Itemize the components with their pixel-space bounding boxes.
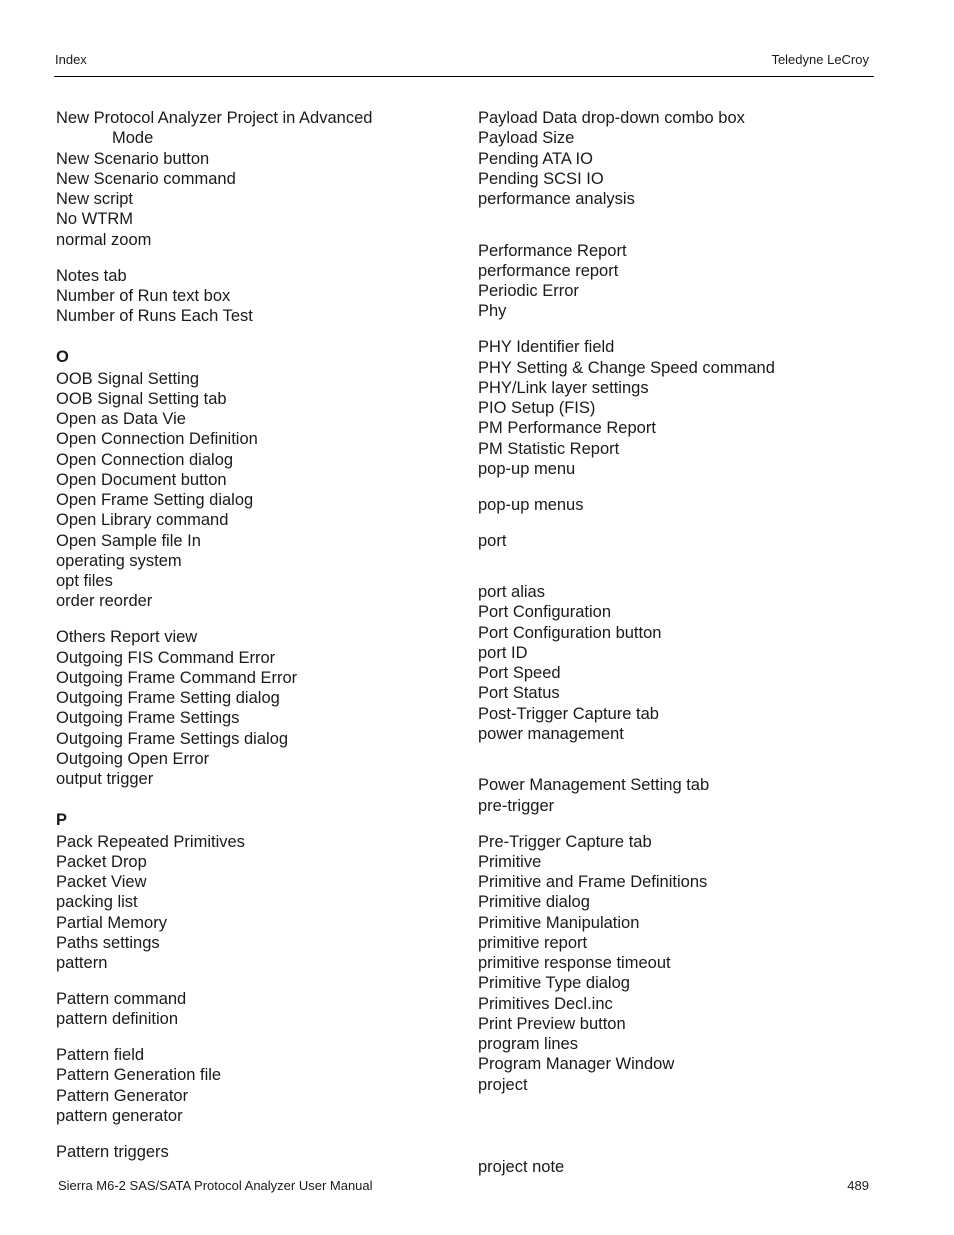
- index-entry: pop-up menu: [478, 460, 576, 478]
- index-entry: operating system: [56, 552, 182, 570]
- index-entry: PHY Identifier field: [478, 338, 615, 356]
- index-entry: Open as Data Vie: [56, 410, 186, 428]
- index-entry: Paths settings: [56, 934, 160, 952]
- index-entry: Performance Report: [478, 242, 627, 260]
- index-entry: port ID: [478, 644, 528, 662]
- index-entry: Number of Runs Each Test: [56, 307, 253, 325]
- index-entry: Port Status: [478, 684, 560, 702]
- index-entry: Packet View: [56, 873, 147, 891]
- index-entry: Packet Drop: [56, 853, 147, 871]
- index-entry: packing list: [56, 893, 138, 911]
- index-entry: Primitive dialog: [478, 893, 590, 911]
- footer-manual-title: Sierra M6-2 SAS/SATA Protocol Analyzer User Manual: [58, 1178, 373, 1193]
- header-company-name: Teledyne LeCroy: [771, 52, 869, 67]
- index-entry: Open Document button: [56, 471, 227, 489]
- index-entry: New Protocol Analyzer Project in Advanced: [56, 109, 373, 127]
- index-entry: Outgoing Frame Setting dialog: [56, 689, 280, 707]
- index-entry: Pattern Generation file: [56, 1066, 222, 1084]
- index-entry: Pre-Trigger Capture tab: [478, 833, 652, 851]
- index-entry: project: [478, 1076, 528, 1094]
- index-entry: New script: [56, 190, 134, 208]
- index-entry: Open Frame Setting dialog: [56, 491, 254, 509]
- index-entry: Print Preview button: [478, 1015, 626, 1033]
- index-entry: Open Connection Definition: [56, 430, 258, 448]
- index-entry: Port Speed: [478, 664, 561, 682]
- index-letter-heading: P: [56, 811, 68, 829]
- index-entry: pattern generator: [56, 1107, 183, 1125]
- index-entry: Primitive: [478, 853, 542, 871]
- index-entry: order reorder: [56, 592, 153, 610]
- index-entry: performance analysis: [478, 190, 635, 208]
- index-entry: pattern: [56, 954, 108, 972]
- index-entry: PM Statistic Report: [478, 440, 620, 458]
- index-entry: normal zoom: [56, 231, 152, 249]
- index-entry: Primitive and Frame Definitions: [478, 873, 708, 891]
- index-entry: Open Library command: [56, 511, 229, 529]
- index-entry: Pattern command: [56, 990, 187, 1008]
- index-entry: PIO Setup (FIS): [478, 399, 596, 417]
- index-entry: PM Performance Report: [478, 419, 656, 437]
- index-entry: Port Configuration button: [478, 624, 662, 642]
- index-entry: port: [478, 532, 507, 550]
- index-entry: Outgoing FIS Command Error: [56, 649, 276, 667]
- index-entry: Primitive Type dialog: [478, 974, 630, 992]
- index-entry: primitive response timeout: [478, 954, 671, 972]
- index-entry: Program Manager Window: [478, 1055, 675, 1073]
- index-entry: pattern definition: [56, 1010, 179, 1028]
- index-entry: project note: [478, 1158, 565, 1176]
- index-entry: No WTRM: [56, 210, 133, 228]
- index-entry: Outgoing Frame Command Error: [56, 669, 298, 687]
- index-entry: Others Report view: [56, 628, 198, 646]
- index-entry: Pattern triggers: [56, 1143, 169, 1161]
- index-entry: Primitive Manipulation: [478, 914, 640, 932]
- index-entry: output trigger: [56, 770, 154, 788]
- index-entry: OOB Signal Setting tab: [56, 390, 227, 408]
- index-entry: Open Connection dialog: [56, 451, 234, 469]
- index-entry: Number of Run text box: [56, 287, 231, 305]
- index-entry: Pending SCSI IO: [478, 170, 604, 188]
- index-entry: Power Management Setting tab: [478, 776, 710, 794]
- footer-page-number: 489: [847, 1178, 869, 1193]
- header-section-label: Index: [55, 52, 87, 67]
- index-entry: New Scenario button: [56, 150, 210, 168]
- index-entry: Pattern Generator: [56, 1087, 189, 1105]
- index-entry: pre-trigger: [478, 797, 555, 815]
- index-entry: Phy: [478, 302, 507, 320]
- index-entry: Outgoing Open Error: [56, 750, 210, 768]
- index-entry: Outgoing Frame Settings dialog: [56, 730, 289, 748]
- index-entry: Notes tab: [56, 267, 127, 285]
- index-entry: Periodic Error: [478, 282, 579, 300]
- index-entry: Partial Memory: [56, 914, 167, 932]
- index-entry: port alias: [478, 583, 545, 601]
- index-entry: Payload Size: [478, 129, 575, 147]
- index-entry: Pending ATA IO: [478, 150, 593, 168]
- index-entry: New Scenario command: [56, 170, 236, 188]
- index-entry: Outgoing Frame Settings: [56, 709, 240, 727]
- index-entry: Pack Repeated Primitives: [56, 833, 245, 851]
- index-entry: OOB Signal Setting: [56, 370, 200, 388]
- index-entry: PHY/Link layer settings: [478, 379, 649, 397]
- index-entry: Open Sample file In: [56, 532, 201, 550]
- index-entry: Pattern field: [56, 1046, 145, 1064]
- index-entry: Port Configuration: [478, 603, 611, 621]
- index-entry: pop-up menus: [478, 496, 584, 514]
- index-entry: Primitives Decl.inc: [478, 995, 613, 1013]
- index-entry: power management: [478, 725, 624, 743]
- index-entry-continuation: Mode: [112, 129, 154, 147]
- index-entry: performance report: [478, 262, 619, 280]
- index-entry: program lines: [478, 1035, 578, 1053]
- index-entry: Post-Trigger Capture tab: [478, 705, 659, 723]
- index-entry: primitive report: [478, 934, 588, 952]
- index-entry: opt files: [56, 572, 113, 590]
- index-letter-heading: O: [56, 348, 69, 366]
- index-entry: Payload Data drop-down combo box: [478, 109, 745, 127]
- header-rule: [54, 76, 874, 77]
- index-entry: PHY Setting & Change Speed command: [478, 359, 775, 377]
